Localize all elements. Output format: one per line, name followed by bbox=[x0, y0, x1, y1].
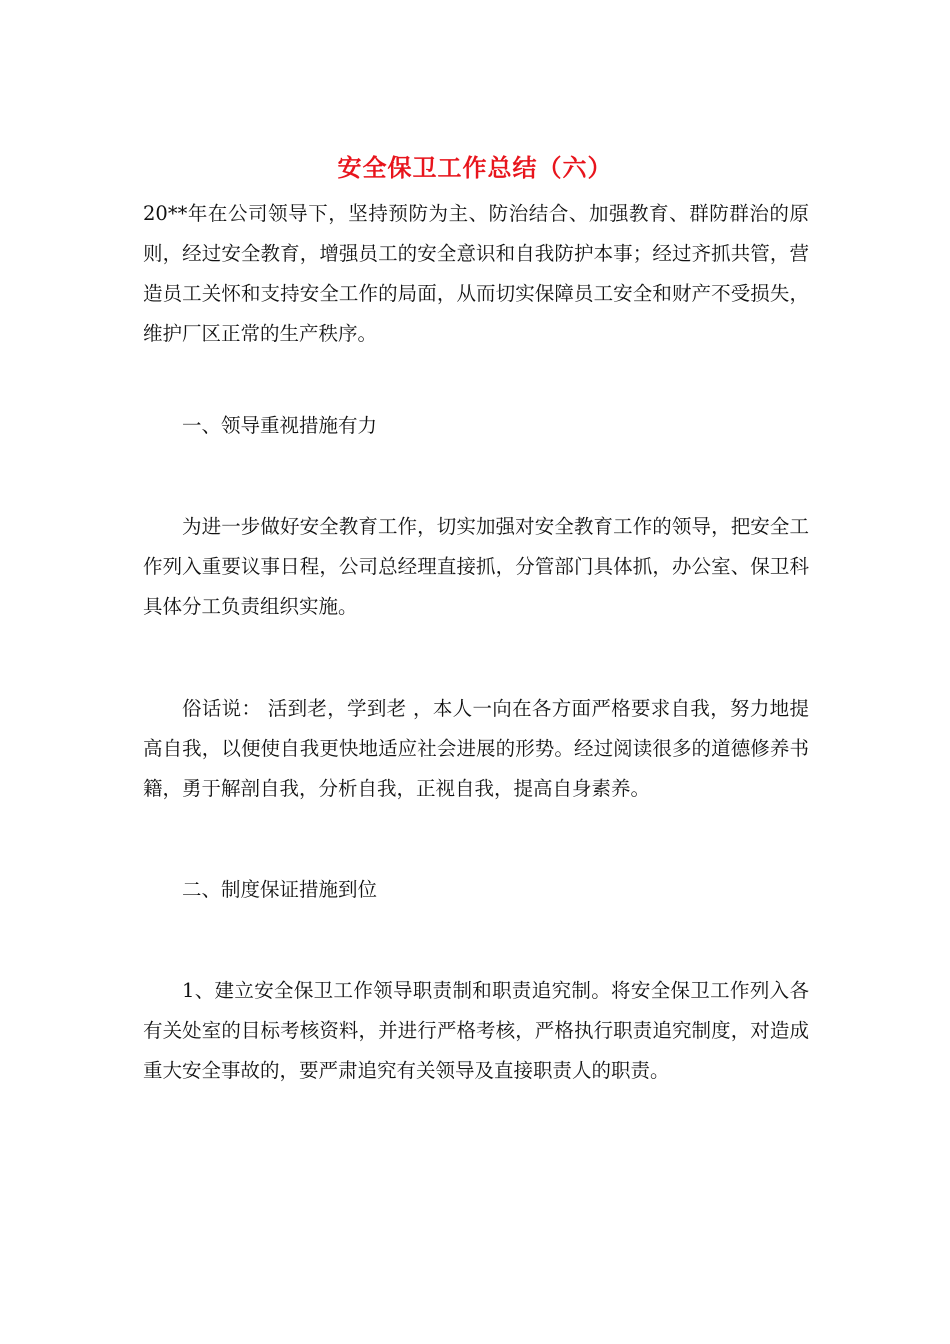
section-2-paragraph-1: 1、建立安全保卫工作领导职责制和职责追究制。将安全保卫工作列入各有关处室的目标考核资料，并进行严格考核，严格执行职责追究制度，对造成重大安全事故的，要严肃追究有关领导及直接职责人的职责。 bbox=[143, 979, 809, 1082]
section-1-paragraph-2: 俗话说： 活到老，学到老 ，本人一向在各方面严格要求自我，努力地提高自我，以便使自我更快地适应社会进展的形势。经过阅读很多的道德修养书籍，勇于解剖自我，分析自我，正视自我，提高自身素养。 bbox=[143, 697, 809, 800]
document-title: 安全保卫工作总结（六） bbox=[337, 153, 613, 182]
intro-paragraph: 20**年在公司领导下，坚持预防为主、防治结合、加强教育、群防群治的原则，经过安全教育，增强员工的安全意识和自我防护本事；经过齐抓共管，营造员工关怀和支持安全工作的局面，从而切实保障员工安全和财产不受损失，维护厂区正常的生产秩序。 bbox=[143, 202, 809, 345]
section-1-paragraph-1: 为进一步做好安全教育工作，切实加强对安全教育工作的领导，把安全工作列入重要议事日程，公司总经理直接抓，分管部门具体抓，办公室、保卫科具体分工负责组织实施。 bbox=[143, 515, 809, 618]
section-2-heading: 二、制度保证措施到位 bbox=[182, 878, 378, 901]
section-1-heading: 一、领导重视措施有力 bbox=[182, 414, 378, 437]
